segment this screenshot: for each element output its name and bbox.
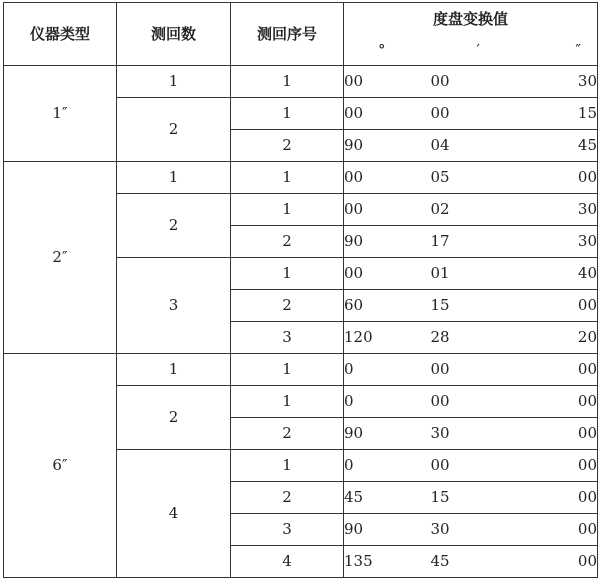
- header-instrument-type: 仪器类型: [4, 3, 117, 66]
- header-unit-min: ′: [431, 35, 517, 66]
- deg-cell: 90: [344, 226, 431, 258]
- table-row: [4, 354, 598, 386]
- deg-cell: 00: [344, 98, 431, 130]
- round-no-cell: 3: [231, 322, 344, 354]
- deg-cell: 00: [344, 258, 431, 290]
- rounds-count-cell: 1: [117, 66, 231, 98]
- header-unit-sec: ″: [517, 35, 598, 66]
- sec-cell: 40: [517, 258, 598, 290]
- min-cell: 00: [431, 66, 517, 98]
- sec-cell: 45: [517, 130, 598, 162]
- header-round-no: 测回序号: [231, 3, 344, 66]
- round-no-cell: 1: [231, 98, 344, 130]
- sec-cell: 00: [517, 354, 598, 386]
- table-header: [4, 3, 598, 66]
- round-no-cell: 1: [231, 194, 344, 226]
- rounds-count-cell: 2: [117, 194, 231, 258]
- min-cell: 30: [431, 514, 517, 546]
- deg-cell: 00: [344, 194, 431, 226]
- rounds-count-cell: 1: [117, 162, 231, 194]
- table-row: [4, 162, 598, 194]
- instrument-type-cell: 6″: [4, 354, 117, 578]
- min-cell: 45: [431, 546, 517, 578]
- deg-cell: 0: [344, 450, 431, 482]
- rounds-count-cell: 2: [117, 98, 231, 162]
- round-no-cell: 1: [231, 386, 344, 418]
- deg-cell: 90: [344, 514, 431, 546]
- deg-cell: 00: [344, 66, 431, 98]
- min-cell: 17: [431, 226, 517, 258]
- table-row: [4, 66, 598, 98]
- min-cell: 28: [431, 322, 517, 354]
- instrument-type-cell: 1″: [4, 66, 117, 162]
- rounds-count-cell: 2: [117, 386, 231, 450]
- rounds-count-cell: 4: [117, 450, 231, 578]
- round-no-cell: 1: [231, 354, 344, 386]
- sec-cell: 00: [517, 418, 598, 450]
- deg-cell: 135: [344, 546, 431, 578]
- min-cell: 30: [431, 418, 517, 450]
- min-cell: 00: [431, 354, 517, 386]
- min-cell: 02: [431, 194, 517, 226]
- round-no-cell: 2: [231, 482, 344, 514]
- min-cell: 00: [431, 98, 517, 130]
- min-cell: 00: [431, 450, 517, 482]
- deg-cell: 0: [344, 354, 431, 386]
- sec-cell: 00: [517, 482, 598, 514]
- round-no-cell: 2: [231, 290, 344, 322]
- min-cell: 04: [431, 130, 517, 162]
- table-body: [4, 66, 598, 578]
- rounds-count-cell: 3: [117, 258, 231, 354]
- deg-cell: 00: [344, 162, 431, 194]
- round-no-cell: 1: [231, 66, 344, 98]
- header-rounds-count: 测回数: [117, 3, 231, 66]
- instrument-type-cell: 2″: [4, 162, 117, 354]
- min-cell: 00: [431, 386, 517, 418]
- deg-cell: 45: [344, 482, 431, 514]
- sec-cell: 00: [517, 290, 598, 322]
- sec-cell: 15: [517, 98, 598, 130]
- header-dial-value: 度盘变换值: [344, 3, 598, 36]
- sec-cell: 30: [517, 194, 598, 226]
- rounds-count-cell: 1: [117, 354, 231, 386]
- round-no-cell: 1: [231, 450, 344, 482]
- sec-cell: 00: [517, 386, 598, 418]
- min-cell: 15: [431, 290, 517, 322]
- round-no-cell: 2: [231, 130, 344, 162]
- deg-cell: 60: [344, 290, 431, 322]
- round-no-cell: 1: [231, 258, 344, 290]
- deg-cell: 90: [344, 130, 431, 162]
- round-no-cell: 3: [231, 514, 344, 546]
- round-no-cell: 2: [231, 226, 344, 258]
- min-cell: 05: [431, 162, 517, 194]
- deg-cell: 90: [344, 418, 431, 450]
- deg-cell: 120: [344, 322, 431, 354]
- sec-cell: 30: [517, 66, 598, 98]
- sec-cell: 00: [517, 162, 598, 194]
- round-no-cell: 4: [231, 546, 344, 578]
- min-cell: 15: [431, 482, 517, 514]
- sec-cell: 30: [517, 226, 598, 258]
- dial-change-table-container: [3, 2, 598, 578]
- deg-cell: 0: [344, 386, 431, 418]
- header-unit-deg: °: [344, 35, 431, 66]
- sec-cell: 00: [517, 450, 598, 482]
- min-cell: 01: [431, 258, 517, 290]
- dial-change-table: [3, 2, 598, 578]
- round-no-cell: 2: [231, 418, 344, 450]
- sec-cell: 20: [517, 322, 598, 354]
- sec-cell: 00: [517, 514, 598, 546]
- sec-cell: 00: [517, 546, 598, 578]
- round-no-cell: 1: [231, 162, 344, 194]
